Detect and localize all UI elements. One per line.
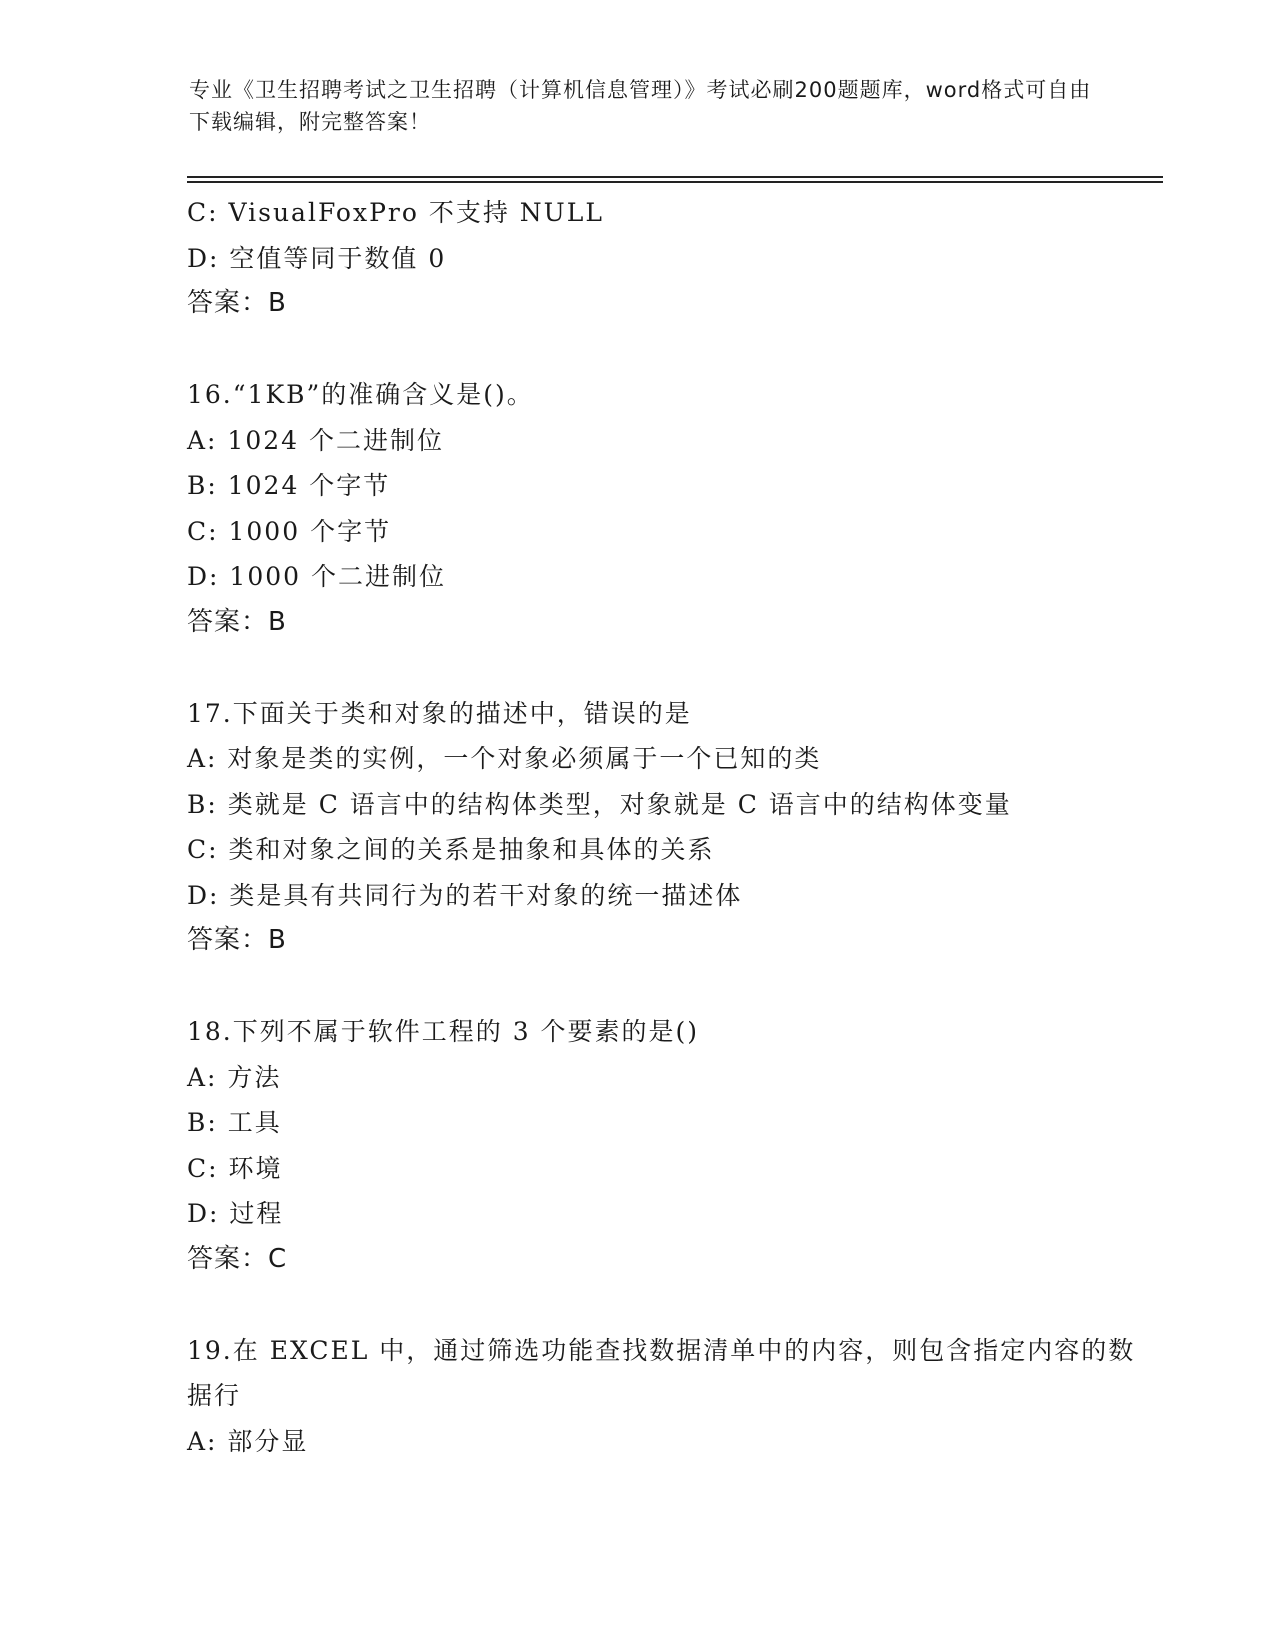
answer-line: 答案：B (187, 925, 287, 955)
answer-line: 答案：B (187, 288, 287, 318)
spacer (187, 1282, 1137, 1328)
spacer (187, 327, 1137, 373)
option-a: A: 方法 (187, 1062, 282, 1092)
question-text: 19.在 EXCEL 中，通过筛选功能查找数据清单中的内容，则包含指定内容的数据行 (187, 1335, 1136, 1410)
option-c: C: VisualFoxPro 不支持 NULL (187, 198, 604, 227)
question-list (187, 190, 1137, 1464)
option-c: C: 类和对象之间的关系是抽象和具体的关系 (187, 835, 715, 864)
option-d: D: 1000 个二进制位 (187, 562, 446, 591)
option-b: B: 1024 个字节 (187, 471, 391, 500)
option-c: C: 环境 (187, 1153, 283, 1183)
option-a: A: 对象是类的实例，一个对象必须属于一个已知的类 (187, 744, 822, 773)
question-block-15 (187, 190, 1137, 327)
option-d: D: 空值等同于数值 0 (187, 243, 447, 273)
option-c: C: 1000 个字节 (187, 516, 392, 546)
question-block-16 (187, 372, 1137, 645)
option-a: A: 1024 个二进制位 (187, 425, 444, 455)
question-text: 16.“1KB”的准确含义是()。 (187, 380, 534, 409)
spacer (187, 964, 1137, 1010)
option-d: D: 过程 (187, 1199, 284, 1228)
question-text: 17.下面关于类和对象的描述中，错误的是 (187, 698, 692, 728)
answer-line: 答案：B (187, 606, 287, 637)
question-block-17 (187, 691, 1137, 964)
header-divider-top (187, 176, 1163, 178)
question-block-19 (187, 1328, 1137, 1465)
answer-line: 答案：C (187, 1243, 288, 1274)
document-header: 专业《卫生招聘考试之卫生招聘（计算机信息管理）》考试必刷200题题库，word格式可自由下载编辑，附完整答案！ (189, 78, 1092, 134)
option-b: B: 类就是 C 语言中的结构体类型，对象就是 C 语言中的结构体变量 (187, 789, 1012, 819)
header-divider-bottom (187, 181, 1163, 183)
spacer (187, 645, 1137, 691)
option-d: D: 类是具有共同行为的若干对象的统一描述体 (187, 880, 743, 910)
option-a: A: 部分显 (187, 1426, 309, 1456)
question-block-18 (187, 1009, 1137, 1282)
option-b: B: 工具 (187, 1108, 282, 1137)
question-text: 18.下列不属于软件工程的 3 个要素的是() (187, 1017, 700, 1046)
